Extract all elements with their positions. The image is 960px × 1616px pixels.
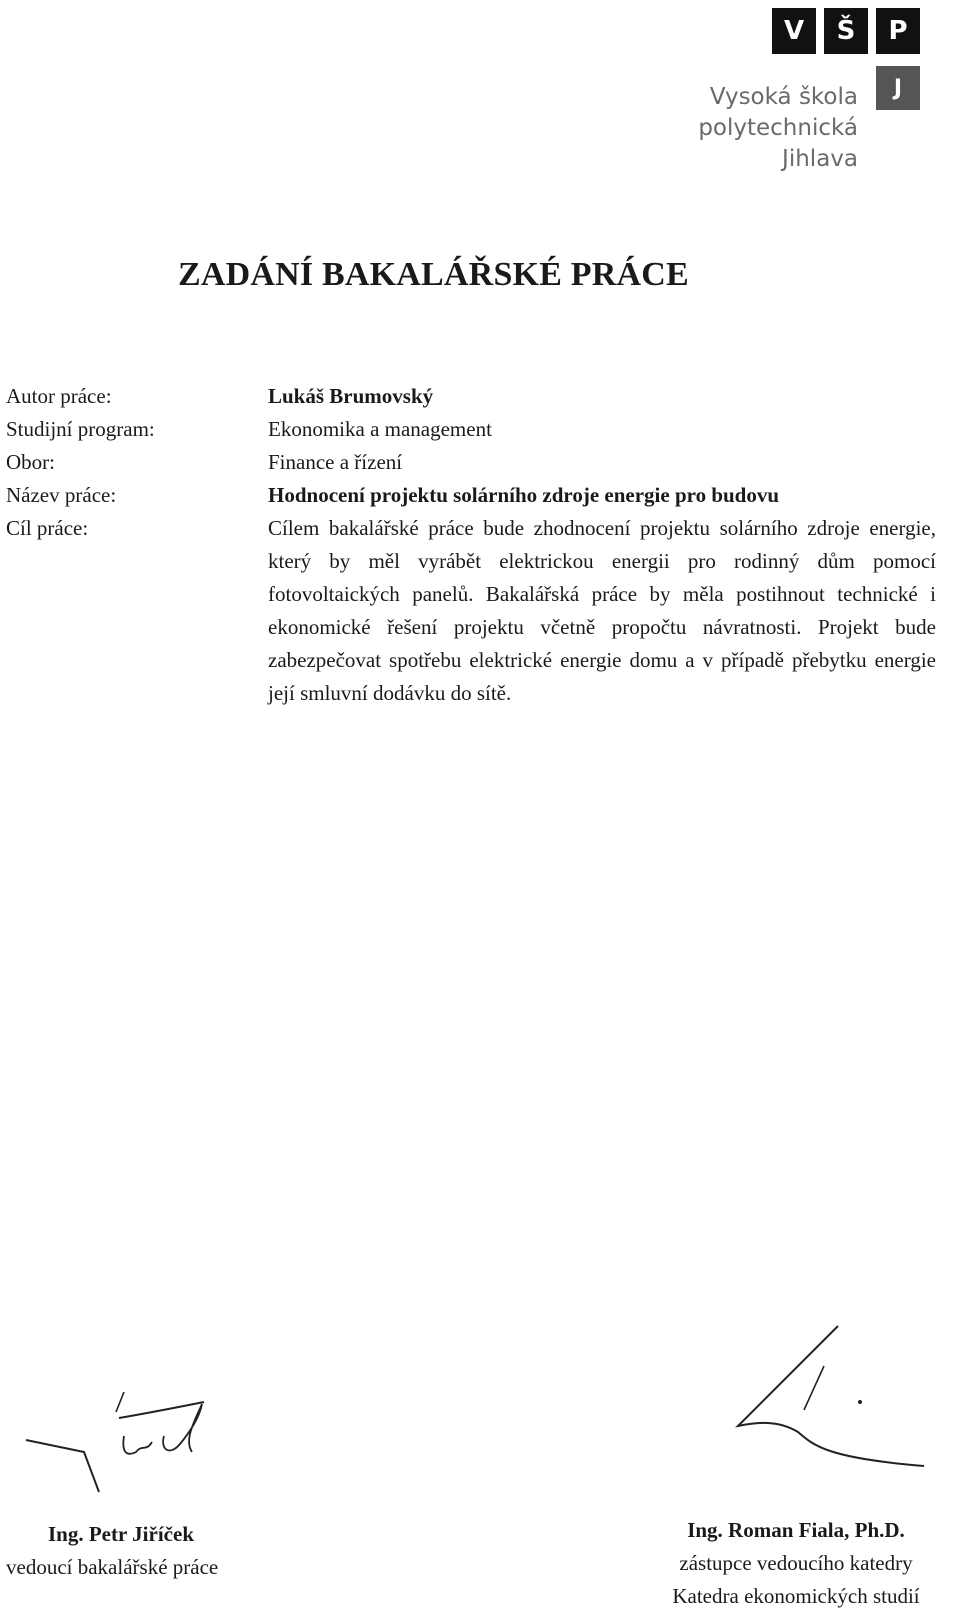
author-label: Autor práce: <box>6 384 112 408</box>
logo-letter-p: P <box>876 8 920 54</box>
signature-left-block <box>6 1518 218 1584</box>
program-value: Ekonomika a management <box>268 417 492 441</box>
signature-left-stroke <box>24 1392 224 1502</box>
signature-right-stroke <box>728 1326 928 1476</box>
supervisor-role: vedoucí bakalářské práce <box>6 1555 219 1579</box>
supervisor-name: Ing. Petr Jiříček <box>48 1522 194 1546</box>
name-label: Název práce: <box>6 483 117 507</box>
department-name: Katedra ekonomických studií <box>672 1584 920 1608</box>
field-value: Finance a řízení <box>268 450 403 474</box>
logo-letter-j: J <box>876 66 920 110</box>
field-labels <box>6 380 155 545</box>
goal-value: Cílem bakalářské práce bude zhodnocení projektu solárního zdroje energie, který by měl vyrábět elektrickou energii pro rodinný dům pomocí fotovoltaických panelů. Bakalářská práce by měla postihnout technické i ekonomické řešení projektu včetně propočtu návratnosti. Projekt bude zabezpečovat spotřebu elektrické energie domu a v případě přebytku energie její smluvní dodávku do sítě. <box>268 516 936 705</box>
logo-letter-s: Š <box>824 8 868 54</box>
name-value: Hodnocení projektu solárního zdroje energie pro budovu <box>268 483 780 507</box>
field-label: Obor: <box>6 450 55 474</box>
signature-right <box>728 1326 928 1481</box>
document-title: ZADÁNÍ BAKALÁŘSKÉ PRÁCE <box>178 256 689 293</box>
signature-right-block <box>646 1514 946 1613</box>
school-name <box>698 82 858 175</box>
deputy-head-name: Ing. Roman Fiala, Ph.D. <box>687 1518 905 1542</box>
author-value: Lukáš Brumovský <box>268 384 434 408</box>
field-values <box>268 380 936 710</box>
school-name-line-2: polytechnická <box>698 115 858 141</box>
school-name-line-3: Jihlava <box>782 146 858 172</box>
school-name-line-1: Vysoká škola <box>709 84 858 110</box>
logo-letter-v: V <box>772 8 816 54</box>
program-label: Studijní program: <box>6 417 155 441</box>
goal-label: Cíl práce: <box>6 516 89 540</box>
school-logo <box>772 8 922 101</box>
deputy-head-role: zástupce vedoucího katedry <box>679 1551 913 1575</box>
signature-left <box>24 1392 224 1507</box>
